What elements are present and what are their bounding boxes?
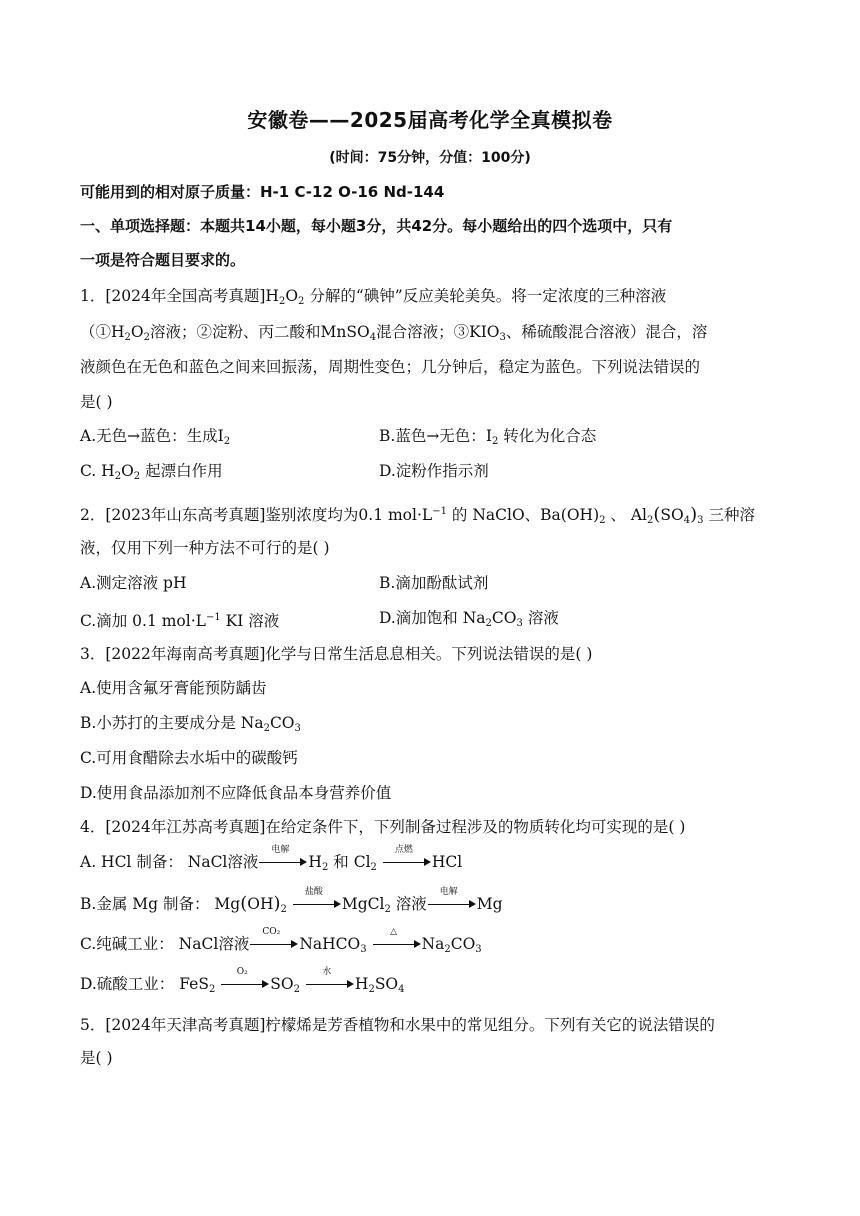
q1-option-b[interactable]: B.蓝色→无色：$I_2$ 转化为化合态 <box>379 427 597 447</box>
q1-options-cd <box>80 459 780 489</box>
q2-option-a[interactable]: A.测定溶液 pH <box>80 574 187 592</box>
q4-option-b[interactable]: B.金属 Mg 制备： $Mg(OH)_2$ 盐酸 MgCl$_2$ 溶液 电解 Mg <box>80 887 503 915</box>
q2-options-ab <box>80 571 780 595</box>
q5-stem-line2: 是( ) <box>80 1049 113 1067</box>
q2-option-d[interactable]: D.滴加饱和 $Na_2CO_3$ 溶液 <box>379 609 559 629</box>
q4-option-a[interactable]: A. HCl 制备： NaCl溶液 电解 $H_2$ 和 $Cl_2$ 点燃 HCl <box>80 845 463 873</box>
q1-options-ab <box>80 424 780 454</box>
reaction-arrow: 电解 <box>259 853 307 869</box>
atomic-masses: 可能用到的相对原子质量：H-1 C-12 O-16 Nd-144 <box>80 183 445 201</box>
q2-options-cd <box>80 606 780 633</box>
q2-option-b[interactable]: B.滴加酚酞试剂 <box>379 574 489 592</box>
q1-option-a[interactable]: A.无色→蓝色：生成$I_2$ <box>80 427 231 447</box>
page-title: 安徽卷——2025届高考化学全真模拟卷 <box>247 108 613 132</box>
section-heading-line1: 一、单项选择题：本题共14小题，每小题3分，共42分。每小题给出的四个选项中，只有 <box>80 217 673 235</box>
q2-stem-line2: 液，仅用下列一种方法不可行的是( ) <box>80 539 330 557</box>
reaction-arrow: 点燃 <box>383 853 431 869</box>
q1-stem-line3: 液颜色在无色和蓝色之间来回振荡，周期性变色；几分钟后，稳定为蓝色。下列说法错误的 <box>80 358 701 376</box>
q4-stem: 4．[2024年江苏高考真题]在给定条件下，下列制备过程涉及的物质转化均可实现的是( ) <box>80 818 686 836</box>
reaction-arrow: 水 <box>306 975 354 991</box>
q1-option-c[interactable]: C. $H_2O_2$ 起漂白作用 <box>80 462 223 482</box>
q2-stem-line1: 2．[2023年山东高考真题]鉴别浓度均为0.1 $mol\cdot L^{-1}$ 的 NaClO、$Ba(OH)_2$ 、 $Al_2(SO_4)_3$ 三种溶 <box>80 504 755 526</box>
section-heading-line2: 一项是符合题目要求的。 <box>80 251 246 269</box>
q1-stem-line2: （$①H_2O_2$溶液；②淀粉、丙二酸和MnSO$_4$混合溶液；$③KIO_3$、稀硫酸混合溶液）混合，溶 <box>80 323 708 343</box>
reaction-arrow: 电解 <box>428 895 476 911</box>
reaction-arrow: △ <box>373 935 421 951</box>
q3-option-d[interactable]: D.使用食品添加剂不应降低食品本身营养价值 <box>80 784 392 802</box>
q1-stem-line1: 1．[2024年全国高考真题]$H_2O_2$ 分解的“碘钟”反应美轮美奂。将一定浓度的三种溶液 <box>80 287 667 307</box>
reaction-arrow: 盐酸 <box>293 895 341 911</box>
q4-option-c[interactable]: C.纯碱工业： NaCl溶液 CO₂ NaHCO$_3$ △ $Na_2CO_3$ <box>80 927 482 955</box>
q2-option-c[interactable]: C.滴加 0.1 $mol\cdot L^{-1}$ KI 溶液 <box>80 612 280 630</box>
page-subtitle: (时间：75分钟，分值：100分) <box>329 150 531 166</box>
q3-option-a[interactable]: A.使用含氟牙膏能预防龋齿 <box>80 679 267 697</box>
q1-stem-line4: 是( ) <box>80 393 113 411</box>
q3-option-b[interactable]: B.小苏打的主要成分是 $Na_2CO_3$ <box>80 714 301 734</box>
q3-option-c[interactable]: C.可用食醋除去水垢中的碳酸钙 <box>80 749 298 767</box>
reaction-arrow: O₂ <box>221 975 269 991</box>
q3-stem: 3．[2022年海南高考真题]化学与日常生活息息相关。下列说法错误的是( ) <box>80 645 593 663</box>
reaction-arrow: CO₂ <box>250 935 298 951</box>
q1-option-d[interactable]: D.淀粉作指示剂 <box>379 462 489 480</box>
q5-stem-line1: 5．[2024年天津高考真题]柠檬烯是芳香植物和水果中的常见组分。下列有关它的说法错误的 <box>80 1016 715 1034</box>
q4-option-d[interactable]: D.硫酸工业： FeS$_2$ O₂ $SO_2$ 水 $H_2SO_4$ <box>80 967 405 995</box>
